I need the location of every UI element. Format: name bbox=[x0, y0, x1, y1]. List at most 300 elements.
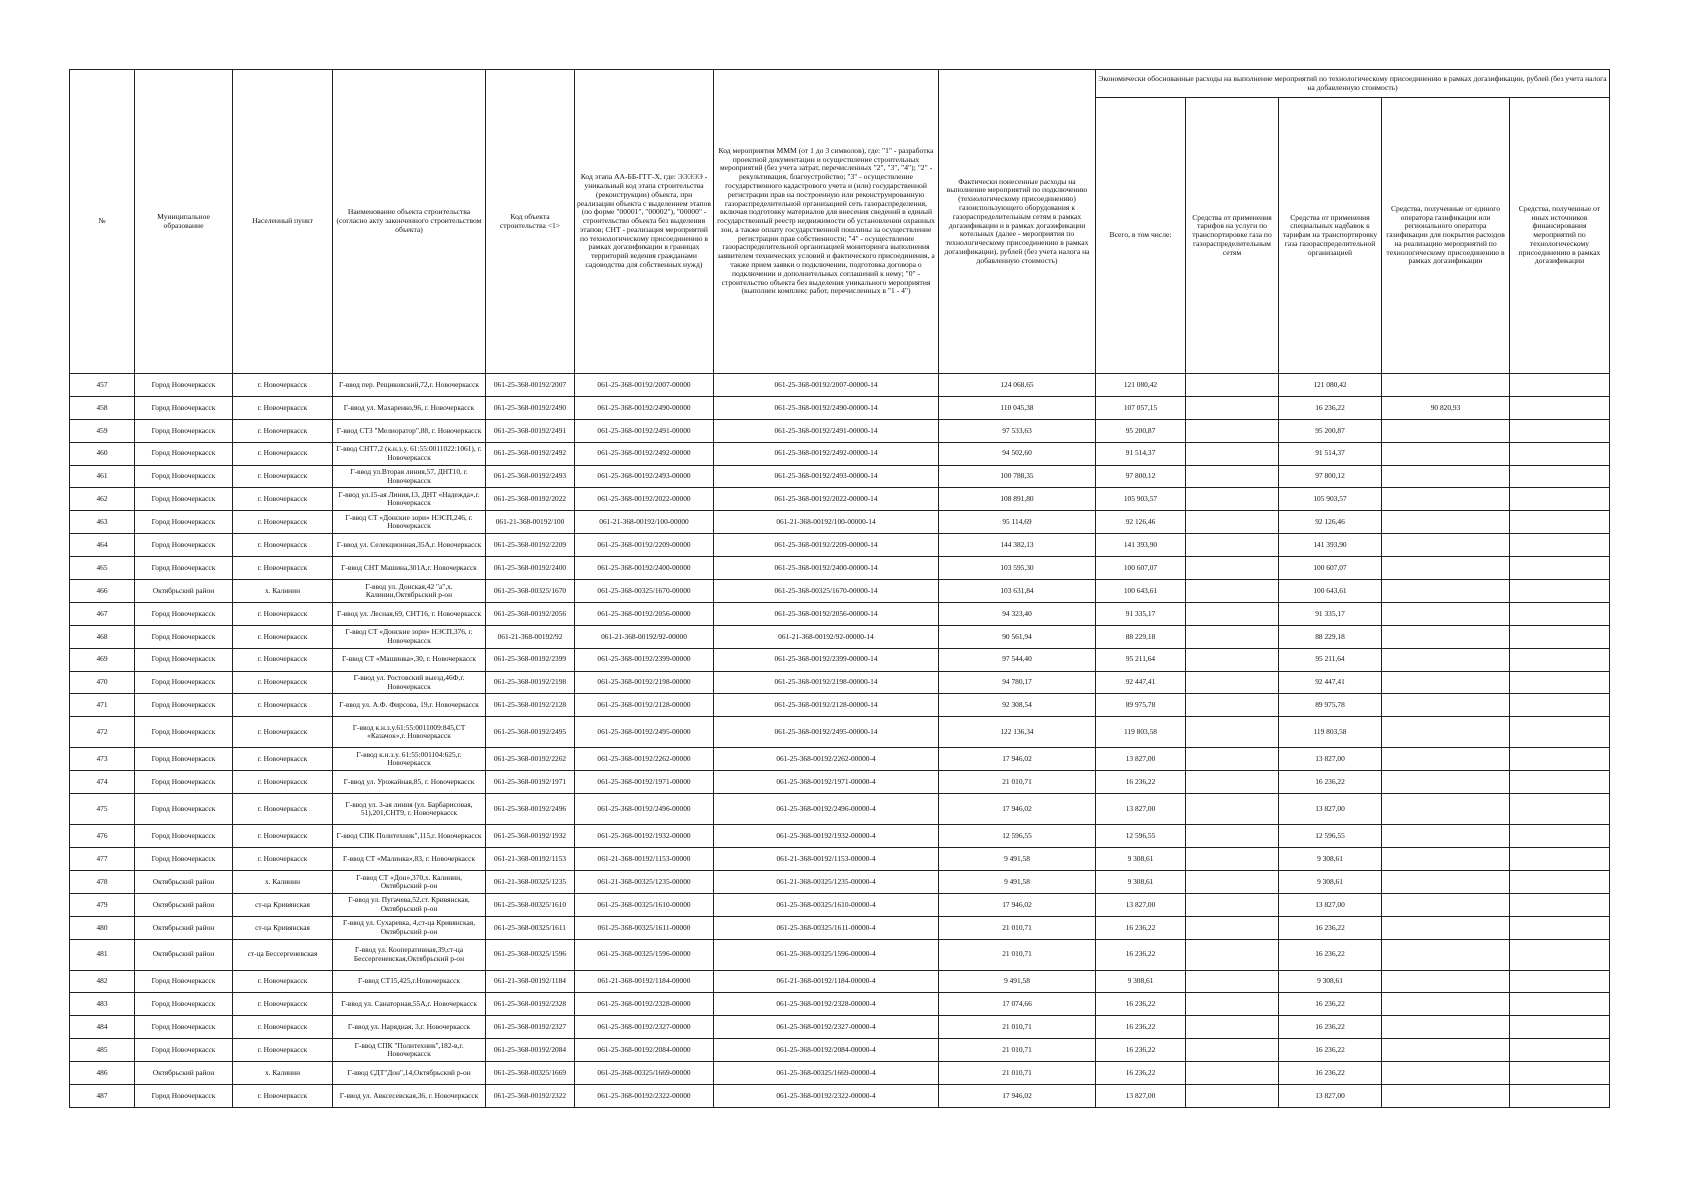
cell-operator bbox=[1382, 848, 1510, 871]
table-row bbox=[70, 1085, 1610, 1108]
cell-num: 469 bbox=[70, 648, 135, 671]
cell-tariff bbox=[1186, 916, 1279, 939]
cell-actual-costs: 124 068,65 bbox=[939, 374, 1096, 397]
cell-actual-costs: 21 010,71 bbox=[939, 1039, 1096, 1062]
cell-settlement: г. Новочеркасск bbox=[233, 625, 333, 648]
cell-object-name: Г-ввод СТ3 "Мелиоратор",88, г. Новочеркасск bbox=[333, 419, 486, 442]
cell-other bbox=[1510, 694, 1610, 717]
cell-total: 89 975,78 bbox=[1096, 694, 1186, 717]
table-row bbox=[70, 1016, 1610, 1039]
cell-num: 475 bbox=[70, 794, 135, 825]
cell-special: 95 211,64 bbox=[1279, 648, 1382, 671]
cell-settlement: ст-ца Кривянская bbox=[233, 916, 333, 939]
table-row bbox=[70, 748, 1610, 771]
cell-event-code: 061-25-368-00325/1596-00000-4 bbox=[714, 939, 939, 970]
cell-stage-code: 061-25-368-00192/2328-00000 bbox=[575, 993, 714, 1016]
cell-event-code: 061-25-368-00192/2128-00000-14 bbox=[714, 694, 939, 717]
cell-event-code: 061-25-368-00192/2322-00000-4 bbox=[714, 1085, 939, 1108]
cell-num: 482 bbox=[70, 970, 135, 993]
cell-object-code: 061-25-368-00325/1596 bbox=[486, 939, 575, 970]
document-page bbox=[69, 69, 1610, 1108]
cell-total: 9 308,61 bbox=[1096, 870, 1186, 893]
cell-object-code: 061-25-368-00192/2322 bbox=[486, 1085, 575, 1108]
cell-tariff bbox=[1186, 534, 1279, 557]
cell-special: 16 236,22 bbox=[1279, 939, 1382, 970]
cell-special: 12 596,55 bbox=[1279, 825, 1382, 848]
table-row bbox=[70, 374, 1610, 397]
cell-total: 97 800,12 bbox=[1096, 465, 1186, 488]
cell-municipality: Город Новочеркасск bbox=[135, 825, 233, 848]
cell-operator bbox=[1382, 442, 1510, 465]
table-row bbox=[70, 1039, 1610, 1062]
cell-object-code: 061-25-368-00325/1611 bbox=[486, 916, 575, 939]
cell-total: 9 308,61 bbox=[1096, 848, 1186, 871]
cell-num: 487 bbox=[70, 1085, 135, 1108]
cell-stage-code: 061-25-368-00192/2327-00000 bbox=[575, 1016, 714, 1039]
cell-object-code: 061-25-368-00192/2399 bbox=[486, 648, 575, 671]
cell-operator bbox=[1382, 939, 1510, 970]
cell-other bbox=[1510, 625, 1610, 648]
cell-actual-costs: 110 045,38 bbox=[939, 396, 1096, 419]
table-row bbox=[70, 671, 1610, 694]
table-row bbox=[70, 771, 1610, 794]
cell-municipality: Город Новочеркасск bbox=[135, 625, 233, 648]
cell-settlement: г. Новочеркасск bbox=[233, 825, 333, 848]
cell-other bbox=[1510, 442, 1610, 465]
cell-tariff bbox=[1186, 648, 1279, 671]
cell-num: 481 bbox=[70, 939, 135, 970]
cell-tariff bbox=[1186, 419, 1279, 442]
cell-settlement: г. Новочеркасск bbox=[233, 534, 333, 557]
header-other: Средства, полученные от иных источников финансирования мероприятий по технологическому присоединению в рамках догазификации bbox=[1510, 98, 1610, 374]
cell-stage-code: 061-25-368-00192/2056-00000 bbox=[575, 602, 714, 625]
cell-settlement: г. Новочеркасск bbox=[233, 557, 333, 580]
table-row bbox=[70, 893, 1610, 916]
cell-settlement: г. Новочеркасск bbox=[233, 374, 333, 397]
table-body bbox=[70, 374, 1610, 1108]
cell-event-code: 061-25-368-00192/2490-00000-14 bbox=[714, 396, 939, 419]
cell-event-code: 061-25-368-00192/2209-00000-14 bbox=[714, 534, 939, 557]
cell-object-code: 061-25-368-00325/1669 bbox=[486, 1062, 575, 1085]
cell-settlement: г. Новочеркасск bbox=[233, 848, 333, 871]
cell-settlement: ст-ца Бессергеневская bbox=[233, 939, 333, 970]
cell-actual-costs: 94 780,17 bbox=[939, 671, 1096, 694]
cell-actual-costs: 17 946,02 bbox=[939, 794, 1096, 825]
cell-special: 92 126,46 bbox=[1279, 511, 1382, 534]
cell-settlement: г. Новочеркасск bbox=[233, 511, 333, 534]
cell-tariff bbox=[1186, 465, 1279, 488]
cell-stage-code: 061-25-368-00325/1669-00000 bbox=[575, 1062, 714, 1085]
cell-operator bbox=[1382, 717, 1510, 748]
cell-actual-costs: 94 502,60 bbox=[939, 442, 1096, 465]
cell-event-code: 061-21-368-00192/1184-00000-4 bbox=[714, 970, 939, 993]
cell-tariff bbox=[1186, 374, 1279, 397]
cell-settlement: г. Новочеркасск bbox=[233, 993, 333, 1016]
cell-num: 462 bbox=[70, 488, 135, 511]
cell-event-code: 061-25-368-00192/2327-00000-4 bbox=[714, 1016, 939, 1039]
cell-total: 100 607,07 bbox=[1096, 557, 1186, 580]
cell-object-code: 061-25-368-00192/2328 bbox=[486, 993, 575, 1016]
cell-stage-code: 061-25-368-00325/1670-00000 bbox=[575, 580, 714, 603]
cell-event-code: 061-25-368-00192/2493-00000-14 bbox=[714, 465, 939, 488]
cell-operator bbox=[1382, 694, 1510, 717]
cell-municipality: Город Новочеркасск bbox=[135, 671, 233, 694]
cell-settlement: г. Новочеркасск bbox=[233, 648, 333, 671]
cell-event-code: 061-25-368-00325/1611-00000-4 bbox=[714, 916, 939, 939]
cell-tariff bbox=[1186, 1039, 1279, 1062]
cell-object-name: Г-ввод СТ «Малинка»,83, г. Новочеркасск bbox=[333, 848, 486, 871]
cell-event-code: 061-25-368-00192/2496-00000-4 bbox=[714, 794, 939, 825]
cell-object-code: 061-25-368-00192/2490 bbox=[486, 396, 575, 419]
cell-other bbox=[1510, 580, 1610, 603]
cell-settlement: г. Новочеркасск bbox=[233, 465, 333, 488]
cell-actual-costs: 97 533,63 bbox=[939, 419, 1096, 442]
cell-municipality: Город Новочеркасск bbox=[135, 1085, 233, 1108]
cell-municipality: Город Новочеркасск bbox=[135, 848, 233, 871]
cell-object-code: 061-25-368-00192/2495 bbox=[486, 717, 575, 748]
header-object-name: Наименование объекта строительства (согласно акту законченного строительством объекта) bbox=[333, 70, 486, 374]
cell-total: 16 236,22 bbox=[1096, 1062, 1186, 1085]
cell-operator bbox=[1382, 916, 1510, 939]
cell-total: 92 126,46 bbox=[1096, 511, 1186, 534]
cell-settlement: х. Калинин bbox=[233, 580, 333, 603]
cell-settlement: х. Калинин bbox=[233, 870, 333, 893]
cell-tariff bbox=[1186, 825, 1279, 848]
cell-actual-costs: 12 596,55 bbox=[939, 825, 1096, 848]
cell-object-name: Г-ввод к.н.з.у.61:55:0011009:845,СТ «Казачок»,г. Новочеркасск bbox=[333, 717, 486, 748]
cell-tariff bbox=[1186, 671, 1279, 694]
cell-num: 466 bbox=[70, 580, 135, 603]
cell-object-code: 061-25-368-00192/1971 bbox=[486, 771, 575, 794]
cell-actual-costs: 17 946,02 bbox=[939, 893, 1096, 916]
cell-actual-costs: 90 561,94 bbox=[939, 625, 1096, 648]
cell-special: 89 975,78 bbox=[1279, 694, 1382, 717]
cell-event-code: 061-25-368-00192/2328-00000-4 bbox=[714, 993, 939, 1016]
cell-special: 121 080,42 bbox=[1279, 374, 1382, 397]
cell-event-code: 061-25-368-00192/2022-00000-14 bbox=[714, 488, 939, 511]
cell-total: 13 827,00 bbox=[1096, 794, 1186, 825]
table-row bbox=[70, 916, 1610, 939]
cell-object-code: 061-25-368-00192/2128 bbox=[486, 694, 575, 717]
cell-tariff bbox=[1186, 794, 1279, 825]
cell-stage-code: 061-25-368-00192/2322-00000 bbox=[575, 1085, 714, 1108]
cell-object-name: Г-ввод ул. Ростовский выезд,46Ф,г. Новочеркасск bbox=[333, 671, 486, 694]
cell-other bbox=[1510, 1016, 1610, 1039]
cell-num: 458 bbox=[70, 396, 135, 419]
cell-other bbox=[1510, 794, 1610, 825]
cell-settlement: г. Новочеркасск bbox=[233, 1085, 333, 1108]
cell-municipality: Город Новочеркасск bbox=[135, 1016, 233, 1039]
cell-actual-costs: 21 010,71 bbox=[939, 916, 1096, 939]
cell-object-code: 061-25-368-00192/2198 bbox=[486, 671, 575, 694]
cell-object-name: Г-ввод СТ «Машинка»,30, г. Новочеркасск bbox=[333, 648, 486, 671]
cell-municipality: Город Новочеркасск bbox=[135, 748, 233, 771]
cell-tariff bbox=[1186, 602, 1279, 625]
cell-settlement: г. Новочеркасск bbox=[233, 717, 333, 748]
cell-other bbox=[1510, 1085, 1610, 1108]
cell-settlement: г. Новочеркасск bbox=[233, 602, 333, 625]
cell-object-code: 061-25-368-00192/2056 bbox=[486, 602, 575, 625]
cell-operator bbox=[1382, 580, 1510, 603]
cell-stage-code: 061-25-368-00325/1611-00000 bbox=[575, 916, 714, 939]
cell-event-code: 061-21-368-00192/100-00000-14 bbox=[714, 511, 939, 534]
header-object-code: Код объекта строительства <1> bbox=[486, 70, 575, 374]
cell-event-code: 061-25-368-00192/2056-00000-14 bbox=[714, 602, 939, 625]
cell-other bbox=[1510, 511, 1610, 534]
cell-total: 16 236,22 bbox=[1096, 771, 1186, 794]
header-operator: Средства, полученные от единого оператора газификации или регионального оператора газификации для покрытия расходов на реализацию мероприятий по технологическому присоединению в рамках догазификации bbox=[1382, 98, 1510, 374]
cell-special: 16 236,22 bbox=[1279, 1039, 1382, 1062]
cell-tariff bbox=[1186, 488, 1279, 511]
cell-other bbox=[1510, 671, 1610, 694]
cell-special: 95 200,87 bbox=[1279, 419, 1382, 442]
cell-stage-code: 061-25-368-00192/2496-00000 bbox=[575, 794, 714, 825]
cell-total: 91 335,17 bbox=[1096, 602, 1186, 625]
cell-special: 105 903,57 bbox=[1279, 488, 1382, 511]
cell-object-name: Г-ввод СТ «Донские зори» НЭСП,246, г. Новочеркасск bbox=[333, 511, 486, 534]
header-stage-code: Код этапа АА-ББ-ГГГ-Х, где: ЭЭЭЭЭ - уникальный код этапа строительства (реконструкции) объекта, при реализации объекта с выделением этапов (по форме "00001", "00002"), "00000" - строительство объекта без выделения этапов; СНТ - реализация мероприятий по технологическому присоединению в рамках догазификации в границах территорий ведения гражданами садоводства для собственных нужд) bbox=[575, 70, 714, 374]
cell-object-code: 061-21-368-00192/1153 bbox=[486, 848, 575, 871]
header-event-code: Код мероприятия ММM (от 1 до 3 символов), где: "1" - разработка проектной документации и осуществление строительных мероприятий (без учета затрат, перечисленных "2", "3", "4"); "2" - рекультивация, благоустройство; "3" - осуществление государственного кадастрового учета и (или) государственной регистрации прав на построенную или реконструированную газораспределительной организацией сеть газораспределения, включая подготовку материалов для внесения сведений в единый государственный реестр недвижимости об установлении охранных зон, а также оплату государственной пошлины за осуществление регистрации прав собственности; "4" - осуществление газораспределительной организацией мониторинга выполнения заявителем технических условий и фактического присоединения, а также прием заявки о подключении, подготовка договора о подключении и дополнительных соглашений к нему; "0" - строительство объекта без выделения уникального мероприятия (выполнен комплекс работ, перечисленных в "1 - 4") bbox=[714, 70, 939, 374]
cell-actual-costs: 21 010,71 bbox=[939, 771, 1096, 794]
cell-stage-code: 061-25-368-00192/1932-00000 bbox=[575, 825, 714, 848]
cell-other bbox=[1510, 771, 1610, 794]
cell-actual-costs: 9 491,58 bbox=[939, 970, 1096, 993]
cell-object-code: 061-25-368-00192/2262 bbox=[486, 748, 575, 771]
cell-other bbox=[1510, 939, 1610, 970]
cell-object-name: Г-ввод ул. Санаторная,55А,г. Новочеркасск bbox=[333, 993, 486, 1016]
cell-object-name: Г-ввод СТ «Дон»,370,х. Калинин, Октябрьский р-он bbox=[333, 870, 486, 893]
cell-stage-code: 061-25-368-00325/1610-00000 bbox=[575, 893, 714, 916]
cell-object-code: 061-25-368-00192/2493 bbox=[486, 465, 575, 488]
header-total: Всего, в том числе: bbox=[1096, 98, 1186, 374]
cell-total: 105 903,57 bbox=[1096, 488, 1186, 511]
cell-object-code: 061-25-368-00325/1670 bbox=[486, 580, 575, 603]
cell-num: 478 bbox=[70, 870, 135, 893]
cell-stage-code: 061-25-368-00325/1596-00000 bbox=[575, 939, 714, 970]
cell-settlement: г. Новочеркасск bbox=[233, 748, 333, 771]
cell-stage-code: 061-25-368-00192/2490-00000 bbox=[575, 396, 714, 419]
cell-object-name: Г-ввод ул. Кооперативная,39,ст-ца Бессергеневская,Октябрьский р-он bbox=[333, 939, 486, 970]
table-row bbox=[70, 419, 1610, 442]
cell-total: 9 308,61 bbox=[1096, 970, 1186, 993]
cell-total: 107 057,15 bbox=[1096, 396, 1186, 419]
cell-operator bbox=[1382, 825, 1510, 848]
cell-object-code: 061-25-368-00325/1610 bbox=[486, 893, 575, 916]
cell-stage-code: 061-25-368-00192/2492-00000 bbox=[575, 442, 714, 465]
cell-other bbox=[1510, 748, 1610, 771]
cell-object-name: Г-ввод ул.Вторая линия,57, ДНТ10, г. Новочеркасск bbox=[333, 465, 486, 488]
cell-event-code: 061-25-368-00192/2198-00000-14 bbox=[714, 671, 939, 694]
cell-object-code: 061-25-368-00192/2084 bbox=[486, 1039, 575, 1062]
cell-tariff bbox=[1186, 970, 1279, 993]
cell-special: 100 643,61 bbox=[1279, 580, 1382, 603]
cell-special: 16 236,22 bbox=[1279, 916, 1382, 939]
cell-object-name: Г-ввод к.н.з.у. 61:55:001104:625,г. Новочеркасск bbox=[333, 748, 486, 771]
cell-settlement: г. Новочеркасск bbox=[233, 1016, 333, 1039]
cell-actual-costs: 17 946,02 bbox=[939, 748, 1096, 771]
table-row bbox=[70, 557, 1610, 580]
cell-num: 486 bbox=[70, 1062, 135, 1085]
table-row bbox=[70, 825, 1610, 848]
cell-tariff bbox=[1186, 580, 1279, 603]
cell-special: 13 827,00 bbox=[1279, 893, 1382, 916]
cell-settlement: г. Новочеркасск bbox=[233, 970, 333, 993]
cell-special: 16 236,22 bbox=[1279, 771, 1382, 794]
table-row bbox=[70, 442, 1610, 465]
cell-operator bbox=[1382, 748, 1510, 771]
cell-total: 16 236,22 bbox=[1096, 1039, 1186, 1062]
cell-operator bbox=[1382, 1016, 1510, 1039]
cell-special: 9 308,61 bbox=[1279, 970, 1382, 993]
cell-num: 461 bbox=[70, 465, 135, 488]
cell-operator bbox=[1382, 465, 1510, 488]
cell-object-code: 061-25-368-00192/2492 bbox=[486, 442, 575, 465]
cell-event-code: 061-25-368-00192/2491-00000-14 bbox=[714, 419, 939, 442]
cell-event-code: 061-25-368-00325/1670-00000-14 bbox=[714, 580, 939, 603]
cell-actual-costs: 9 491,58 bbox=[939, 848, 1096, 871]
cell-other bbox=[1510, 488, 1610, 511]
cell-stage-code: 061-25-368-00192/2400-00000 bbox=[575, 557, 714, 580]
cell-event-code: 061-21-368-00192/1153-00000-4 bbox=[714, 848, 939, 871]
cell-operator bbox=[1382, 970, 1510, 993]
cell-actual-costs: 21 010,71 bbox=[939, 1016, 1096, 1039]
cell-municipality: Город Новочеркасск bbox=[135, 396, 233, 419]
cell-tariff bbox=[1186, 993, 1279, 1016]
cell-other bbox=[1510, 893, 1610, 916]
cell-object-name: Г-ввод СПК Политехник",115,г. Новочеркасск bbox=[333, 825, 486, 848]
cell-municipality: Город Новочеркасск bbox=[135, 1039, 233, 1062]
cell-municipality: Город Новочеркасск bbox=[135, 602, 233, 625]
cell-object-name: Г-ввод ул.15-ая Линия,13, ДНТ «Надежда»,г. Новочеркасск bbox=[333, 488, 486, 511]
cell-settlement: г. Новочеркасск bbox=[233, 396, 333, 419]
cell-event-code: 061-25-368-00192/2400-00000-14 bbox=[714, 557, 939, 580]
cell-tariff bbox=[1186, 939, 1279, 970]
cell-special: 141 393,90 bbox=[1279, 534, 1382, 557]
cell-other bbox=[1510, 648, 1610, 671]
cell-object-name: Г-ввод ул. Нарядная, 3,г. Новочеркасск bbox=[333, 1016, 486, 1039]
cell-operator bbox=[1382, 893, 1510, 916]
cell-stage-code: 061-25-368-00192/2262-00000 bbox=[575, 748, 714, 771]
header-tariff: Средства от применения тарифов на услуги по транспортировке газа по газораспределительным сетям bbox=[1186, 98, 1279, 374]
cell-actual-costs: 103 631,84 bbox=[939, 580, 1096, 603]
cell-other bbox=[1510, 848, 1610, 871]
cell-special: 9 308,61 bbox=[1279, 870, 1382, 893]
cell-operator bbox=[1382, 993, 1510, 1016]
header-num: № bbox=[70, 70, 135, 374]
cell-special: 91 335,17 bbox=[1279, 602, 1382, 625]
cell-object-name: Г-ввод ул. А.Ф. Фирсова, 19,г. Новочеркасск bbox=[333, 694, 486, 717]
cell-operator bbox=[1382, 511, 1510, 534]
cell-municipality: Город Новочеркасск bbox=[135, 970, 233, 993]
cell-object-code: 061-25-368-00192/2007 bbox=[486, 374, 575, 397]
cell-actual-costs: 21 010,71 bbox=[939, 1062, 1096, 1085]
cell-num: 477 bbox=[70, 848, 135, 871]
cell-other bbox=[1510, 1062, 1610, 1085]
cell-municipality: Октябрьский район bbox=[135, 916, 233, 939]
cell-special: 13 827,00 bbox=[1279, 1085, 1382, 1108]
cell-tariff bbox=[1186, 1062, 1279, 1085]
cell-stage-code: 061-25-368-00192/2209-00000 bbox=[575, 534, 714, 557]
cell-object-code: 061-21-368-00192/100 bbox=[486, 511, 575, 534]
cell-other bbox=[1510, 419, 1610, 442]
cell-other bbox=[1510, 717, 1610, 748]
cell-total: 121 080,42 bbox=[1096, 374, 1186, 397]
cell-stage-code: 061-21-368-00192/1153-00000 bbox=[575, 848, 714, 871]
cell-actual-costs: 17 946,02 bbox=[939, 1085, 1096, 1108]
cell-object-name: Г-ввод ул. Лесная,69, СНТ16, г. Новочеркасск bbox=[333, 602, 486, 625]
cell-operator bbox=[1382, 1062, 1510, 1085]
cell-settlement: г. Новочеркасск bbox=[233, 771, 333, 794]
cell-object-name: Г-ввод ул. Сухаревка, 4,ст-ца Кривянская, Октябрьский р-он bbox=[333, 916, 486, 939]
cell-operator bbox=[1382, 671, 1510, 694]
cell-actual-costs: 94 323,40 bbox=[939, 602, 1096, 625]
cell-total: 100 643,61 bbox=[1096, 580, 1186, 603]
cell-special: 9 308,61 bbox=[1279, 848, 1382, 871]
cell-stage-code: 061-21-368-00325/1235-00000 bbox=[575, 870, 714, 893]
cell-object-code: 061-21-368-00325/1235 bbox=[486, 870, 575, 893]
cell-total: 16 236,22 bbox=[1096, 1016, 1186, 1039]
cell-settlement: г. Новочеркасск bbox=[233, 1039, 333, 1062]
cell-municipality: Октябрьский район bbox=[135, 939, 233, 970]
cell-total: 16 236,22 bbox=[1096, 939, 1186, 970]
cell-stage-code: 061-21-368-00192/92-00000 bbox=[575, 625, 714, 648]
cell-actual-costs: 144 382,13 bbox=[939, 534, 1096, 557]
cell-operator: 90 820,93 bbox=[1382, 396, 1510, 419]
cell-operator bbox=[1382, 1039, 1510, 1062]
cell-operator bbox=[1382, 602, 1510, 625]
cell-municipality: Город Новочеркасск bbox=[135, 794, 233, 825]
cell-num: 476 bbox=[70, 825, 135, 848]
cell-object-name: Г-ввод СНТ7,2 (к.н.з.у. 61:55:0011022:1061), г. Новочеркасск bbox=[333, 442, 486, 465]
cell-stage-code: 061-25-368-00192/2128-00000 bbox=[575, 694, 714, 717]
table-row bbox=[70, 694, 1610, 717]
cell-tariff bbox=[1186, 1085, 1279, 1108]
cell-other bbox=[1510, 825, 1610, 848]
cell-settlement: г. Новочеркасск bbox=[233, 694, 333, 717]
table-header bbox=[70, 70, 1610, 374]
cell-num: 483 bbox=[70, 993, 135, 1016]
cell-tariff bbox=[1186, 870, 1279, 893]
cell-operator bbox=[1382, 625, 1510, 648]
cell-operator bbox=[1382, 1085, 1510, 1108]
cell-actual-costs: 92 308,54 bbox=[939, 694, 1096, 717]
table-row bbox=[70, 794, 1610, 825]
cell-tariff bbox=[1186, 694, 1279, 717]
cell-object-name: Г-ввод ул. Донская,42 "а",х. Калинин,Октябрьский р-он bbox=[333, 580, 486, 603]
cell-stage-code: 061-25-368-00192/2022-00000 bbox=[575, 488, 714, 511]
cell-tariff bbox=[1186, 442, 1279, 465]
cell-total: 13 827,00 bbox=[1096, 893, 1186, 916]
cell-object-name: Г-ввод СТ «Донские зори» НЭСП,376, г. Новочеркасск bbox=[333, 625, 486, 648]
table-row bbox=[70, 396, 1610, 419]
cell-object-code: 061-25-368-00192/2496 bbox=[486, 794, 575, 825]
cell-object-name: Г-ввод ул. Махаренко,96, г. Новочеркасск bbox=[333, 396, 486, 419]
cell-tariff bbox=[1186, 717, 1279, 748]
table-row bbox=[70, 465, 1610, 488]
cell-special: 16 236,22 bbox=[1279, 1062, 1382, 1085]
cell-municipality: Город Новочеркасск bbox=[135, 374, 233, 397]
cell-num: 467 bbox=[70, 602, 135, 625]
cell-settlement: г. Новочеркасск bbox=[233, 488, 333, 511]
table-row bbox=[70, 939, 1610, 970]
cell-operator bbox=[1382, 374, 1510, 397]
cell-total: 16 236,22 bbox=[1096, 916, 1186, 939]
cell-object-code: 061-21-368-00192/1184 bbox=[486, 970, 575, 993]
cell-total: 141 393,90 bbox=[1096, 534, 1186, 557]
cell-other bbox=[1510, 557, 1610, 580]
cell-object-code: 061-25-368-00192/1932 bbox=[486, 825, 575, 848]
